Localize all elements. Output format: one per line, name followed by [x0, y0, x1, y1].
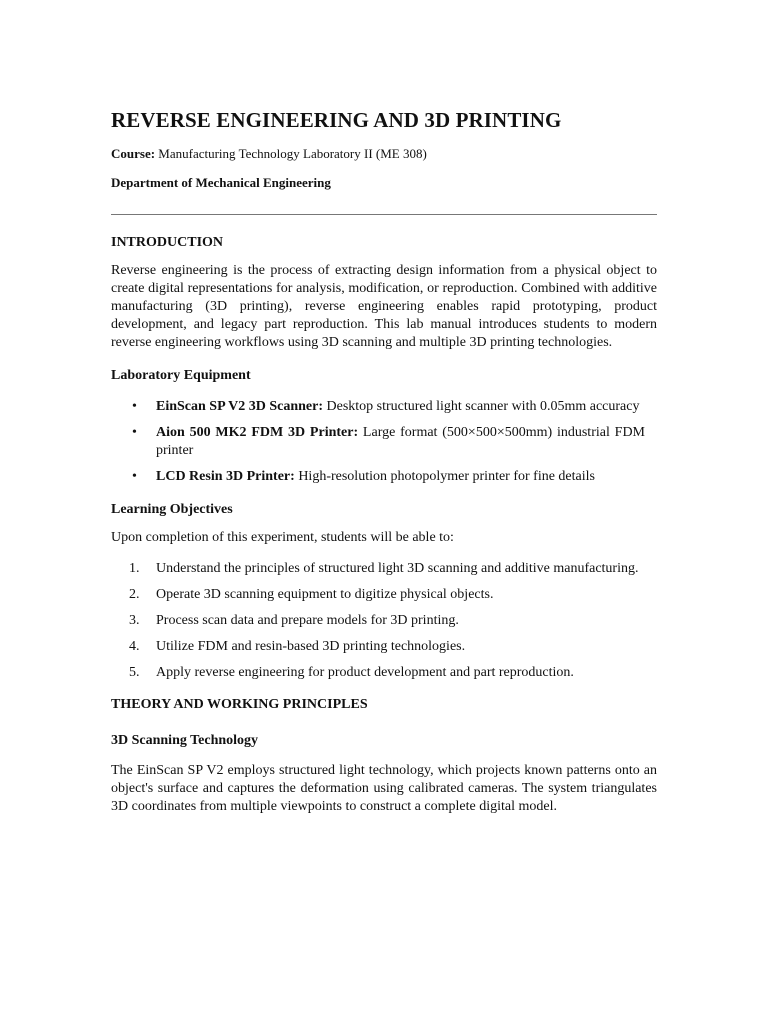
horizontal-divider: [111, 214, 657, 215]
introduction-paragraph: Reverse engineering is the process of extracting design information from a physical object to create digital representations for analysis, modification, or reproduction. Combined with additive manufacturing (3D printing), reverse engineering enables rapid prototyping, product development, and legacy part reproduction. This lab manual introduces students to modern reverse engineering workflows using 3D scanning and multiple 3D printing technologies.: [111, 263, 657, 350]
equipment-description: High-resolution photopolymer printer for fine details: [294, 469, 595, 484]
scanning-technology-paragraph: The EinScan SP V2 employs structured light technology, which projects known patterns onto an object's surface and captures the deformation using calibrated cameras. The system triangulates 3D coordinates from multiple viewpoints to construct a complete digital model.: [111, 763, 657, 814]
equipment-item-fdm-printer: [111, 424, 657, 460]
objectives-list: [111, 560, 657, 682]
bullet-icon: •: [132, 399, 137, 414]
list-number: 4.: [129, 639, 140, 654]
list-number: 5.: [129, 665, 140, 680]
list-number: 1.: [129, 561, 140, 576]
department-line: Department of Mechanical Engineering: [111, 175, 331, 190]
bullet-icon: •: [132, 469, 137, 484]
bullet-icon: •: [132, 425, 137, 440]
introduction-heading: INTRODUCTION: [111, 235, 224, 250]
equipment-list: [111, 398, 657, 486]
objective-item: [111, 638, 657, 656]
objective-item: [111, 560, 657, 578]
equipment-name: LCD Resin 3D Printer:: [156, 469, 295, 484]
objective-text: Process scan data and prepare models for 3D printing.: [156, 613, 459, 628]
course-line: [111, 145, 657, 163]
course-value: Manufacturing Technology Laboratory II (ME 308): [158, 146, 427, 161]
equipment-item-resin-printer: [111, 468, 657, 486]
objective-text: Utilize FDM and resin-based 3D printing technologies.: [156, 639, 466, 654]
equipment-item-scanner: [111, 398, 657, 416]
equipment-description: Large format (500×500×500mm) industrial FDM printer: [156, 425, 645, 458]
objective-item: [111, 664, 657, 682]
course-label: Course:: [111, 146, 156, 161]
theory-heading: THEORY AND WORKING PRINCIPLES: [111, 697, 368, 712]
objective-text: Apply reverse engineering for product development and part reproduction.: [156, 665, 574, 680]
equipment-description: Desktop structured light scanner with 0.05mm accuracy: [323, 399, 640, 414]
equipment-name: Aion 500 MK2 FDM 3D Printer:: [156, 425, 359, 440]
objectives-intro: Upon completion of this experiment, students will be able to:: [111, 530, 454, 545]
objective-item: [111, 586, 657, 604]
objective-item: [111, 612, 657, 630]
objective-text: Operate 3D scanning equipment to digitize physical objects.: [156, 587, 494, 602]
document-title: REVERSE ENGINEERING AND 3D PRINTING: [111, 108, 562, 132]
objectives-heading: Learning Objectives: [111, 502, 233, 517]
scanning-technology-heading: 3D Scanning Technology: [111, 733, 259, 748]
list-number: 3.: [129, 613, 140, 628]
equipment-name: EinScan SP V2 3D Scanner:: [156, 399, 323, 414]
document-page: [111, 105, 657, 816]
list-number: 2.: [129, 587, 140, 602]
equipment-heading: Laboratory Equipment: [111, 368, 251, 383]
objective-text: Understand the principles of structured light 3D scanning and additive manufacturing.: [156, 561, 639, 576]
